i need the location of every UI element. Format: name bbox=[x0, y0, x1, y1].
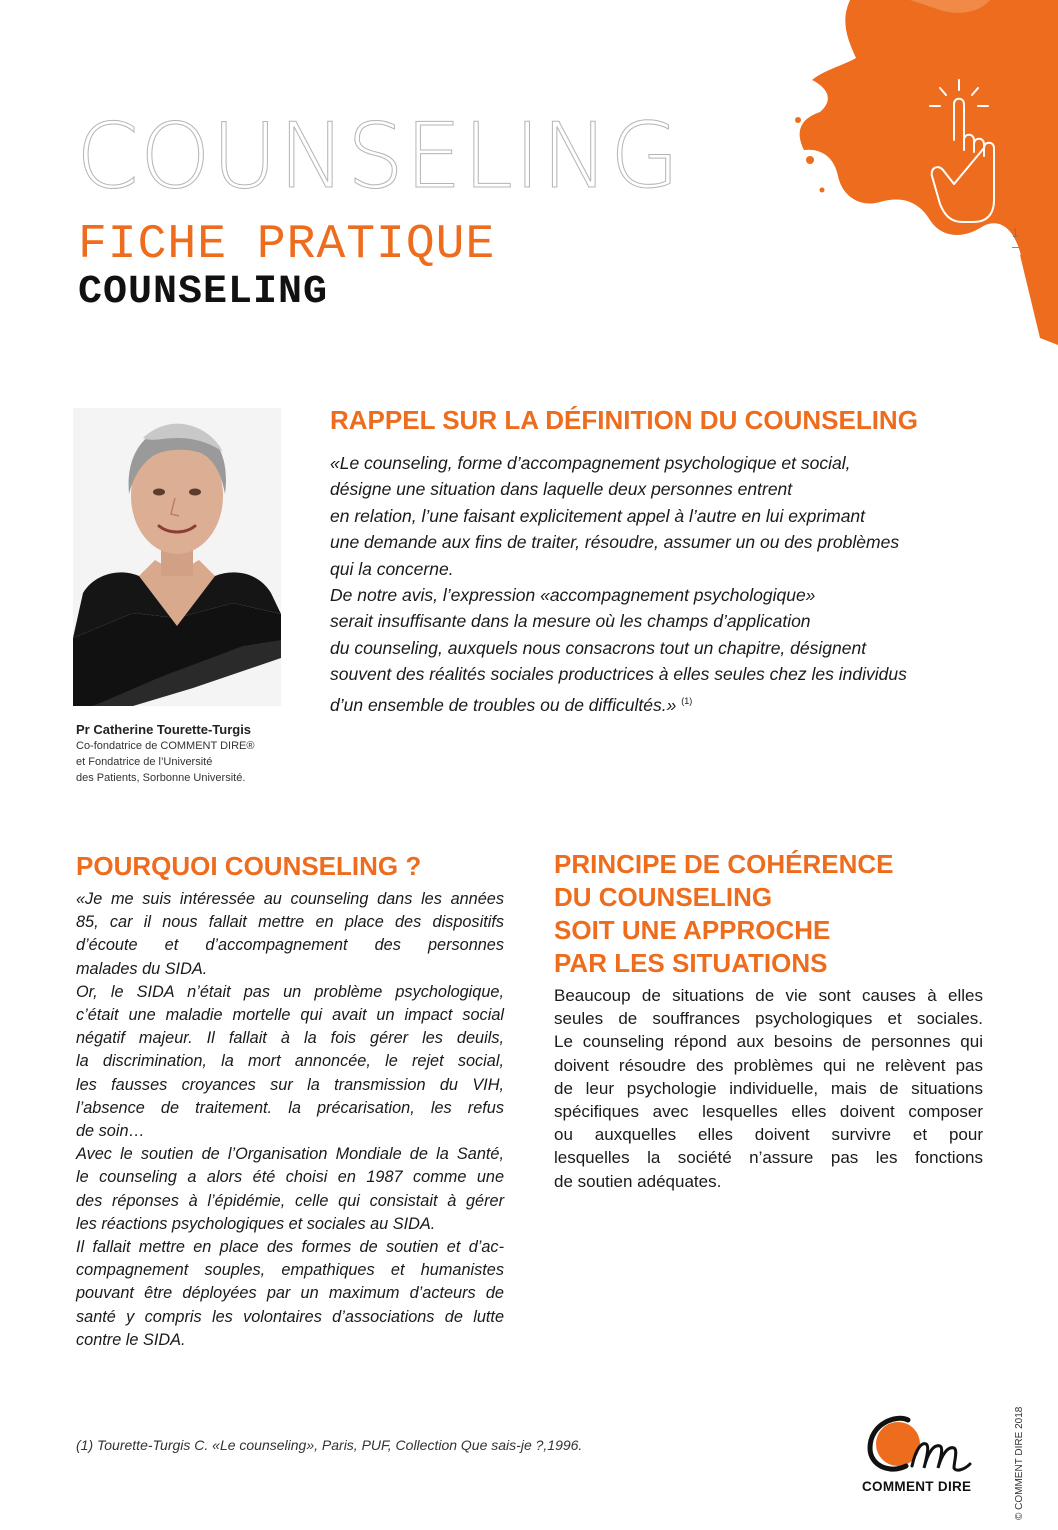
paragraph-line: 85, car il nous fallait mettre en place des dispositifs bbox=[76, 913, 504, 932]
paragraph-line: doivent résoudre des problèmes qui ne relèvent pas bbox=[554, 1055, 983, 1075]
definition-heading: RAPPEL SUR LA DÉFINITION DU COUNSELING bbox=[330, 405, 918, 435]
paragraph-line: Beaucoup de situations de vie sont causes à elles bbox=[554, 986, 983, 1005]
quote-line: du counseling, auxquels nous consacrons tout un chapitre, désignent bbox=[330, 637, 867, 658]
author-title-line: des Patients, Sorbonne Université. bbox=[76, 772, 246, 784]
paragraph-line: le counseling a alors été choisi en 1987 comme une bbox=[76, 1168, 504, 1187]
quote-line: qui la concerne. bbox=[330, 558, 454, 579]
paragraph-line: c’était une maladie mortelle qui avait un impact social bbox=[76, 1006, 504, 1025]
paragraph-line: de leur psychologie individuelle, mais de situations bbox=[554, 1078, 983, 1098]
definition-section bbox=[330, 404, 918, 437]
paragraph-line: ou auxquelles elles doivent survivre et pour bbox=[554, 1125, 983, 1145]
footnote: (1) Tourette-Turgis C. «Le counseling», Paris, PUF, Collection Que sais-je ?,1996. bbox=[76, 1437, 583, 1453]
paragraph-line: négatif majeur. Il fallait à la fois gérer les deuils, bbox=[76, 1029, 504, 1048]
paragraph-line: Le counseling répond aux besoins de personnes qui bbox=[554, 1032, 983, 1052]
paragraph-line: pouvant être déployées par un maximum d’acteurs de bbox=[76, 1284, 504, 1303]
comment-dire-logo bbox=[860, 1400, 990, 1480]
pourquoi-heading: POURQUOI COUNSELING ? bbox=[76, 851, 422, 881]
pourquoi-body bbox=[76, 888, 504, 1352]
topic-subtitle: COUNSELING bbox=[78, 270, 329, 315]
pourquoi-section bbox=[76, 850, 421, 883]
quote-line: une demande aux fins de traiter, résoudre, assumer un ou des problèmes bbox=[330, 532, 900, 553]
quote-line: désigne une situation dans laquelle deux personnes entrent bbox=[330, 479, 793, 500]
author-title-line: et Fondatrice de l’Université bbox=[76, 756, 213, 768]
paragraph-line: lesquelles la société n’assure pas les fonctions bbox=[554, 1148, 983, 1168]
principe-heading-line: PAR LES SITUATIONS bbox=[554, 948, 828, 978]
paragraph-line: santé y compris les volontaires d’associations de lutte bbox=[76, 1307, 504, 1326]
paragraph-line: «Je me suis intéressée au counseling dans les années bbox=[76, 890, 504, 908]
quote-line: «Le counseling, forme d’accompagnement psychologique et social, bbox=[330, 453, 851, 473]
page-title: COUNSELING bbox=[76, 104, 681, 209]
principe-body bbox=[554, 984, 983, 1193]
copyright-text: © COMMENT DIRE 2018 bbox=[1014, 1406, 1025, 1520]
quote-line: serait insuffisante dans la mesure où les champs d’application bbox=[330, 611, 811, 632]
copyright-notice bbox=[1014, 1350, 1034, 1530]
paragraph-line: l’absence de traitement. la précarisation, les refus bbox=[76, 1098, 504, 1117]
paragraph-line: contre le SIDA. bbox=[76, 1330, 186, 1349]
quote-line-last bbox=[330, 688, 990, 718]
paragraph-line: spécifiques avec lesquelles elles doivent composer bbox=[554, 1102, 983, 1122]
paragraph-line: Or, le SIDA n’était pas un problème psychologique, bbox=[76, 982, 504, 1001]
page-number: 1 bbox=[1012, 226, 1019, 240]
paragraph-line: les réactions psychologiques et sociales au SIDA. bbox=[76, 1214, 436, 1233]
principe-heading-line: DU COUNSELING bbox=[554, 882, 773, 912]
fiche-pratique-label: FICHE PRATIQUE bbox=[78, 218, 496, 272]
principe-heading-line: PRINCIPE DE COHÉRENCE bbox=[554, 849, 894, 879]
principe-section bbox=[554, 848, 894, 980]
quote-line: souvent des réalités sociales productrices à elles seules chez les individus bbox=[330, 664, 907, 685]
author-title-line: Co-fondatrice de COMMENT DIRE® bbox=[76, 740, 255, 752]
author-portrait-photo bbox=[73, 408, 281, 706]
definition-quote bbox=[330, 450, 990, 718]
paragraph-line: des réponses à l’épidémie, celle qui consistait à gérer bbox=[76, 1191, 504, 1210]
paragraph-line: les fausses croyances sur la transmission du VIH, bbox=[76, 1075, 504, 1094]
quote-line: en relation, l’une faisant explicitement appel à l’autre en lui exprimant bbox=[330, 505, 866, 526]
paragraph-line: de soin… bbox=[76, 1122, 145, 1141]
paragraph-line: Avec le soutien de l’Organisation Mondiale de la Santé, bbox=[76, 1145, 504, 1164]
paragraph-line: de soutien adéquates. bbox=[554, 1171, 722, 1191]
logo-wordmark: COMMENT DIRE bbox=[862, 1479, 972, 1494]
orange-brush-splash bbox=[790, 0, 1058, 350]
footnote-reference: (1) bbox=[681, 695, 693, 706]
author-name: Pr Catherine Tourette-Turgis bbox=[76, 722, 252, 737]
paragraph-line: seules de souffrances psychologiques et sociales. bbox=[554, 1009, 983, 1029]
paragraph-line: la discrimination, la mort annoncée, le rejet social, bbox=[76, 1052, 504, 1071]
paragraph-line: malades du SIDA. bbox=[76, 959, 208, 978]
quote-line: De notre avis, l’expression «accompagnement psychologique» bbox=[330, 585, 816, 606]
paragraph-line: d’écoute et d’accompagnement des personnes bbox=[76, 936, 504, 955]
quote-line-text: d’un ensemble de troubles ou de difficultés.» bbox=[330, 694, 677, 715]
paragraph-line: compagnement souples, empathiques et humanistes bbox=[76, 1261, 504, 1280]
principe-heading-line: SOIT UNE APPROCHE bbox=[554, 915, 831, 945]
paragraph-line: Il fallait mettre en place des formes de soutien et d’ac- bbox=[76, 1238, 504, 1257]
page-number-rule bbox=[1012, 247, 1058, 248]
